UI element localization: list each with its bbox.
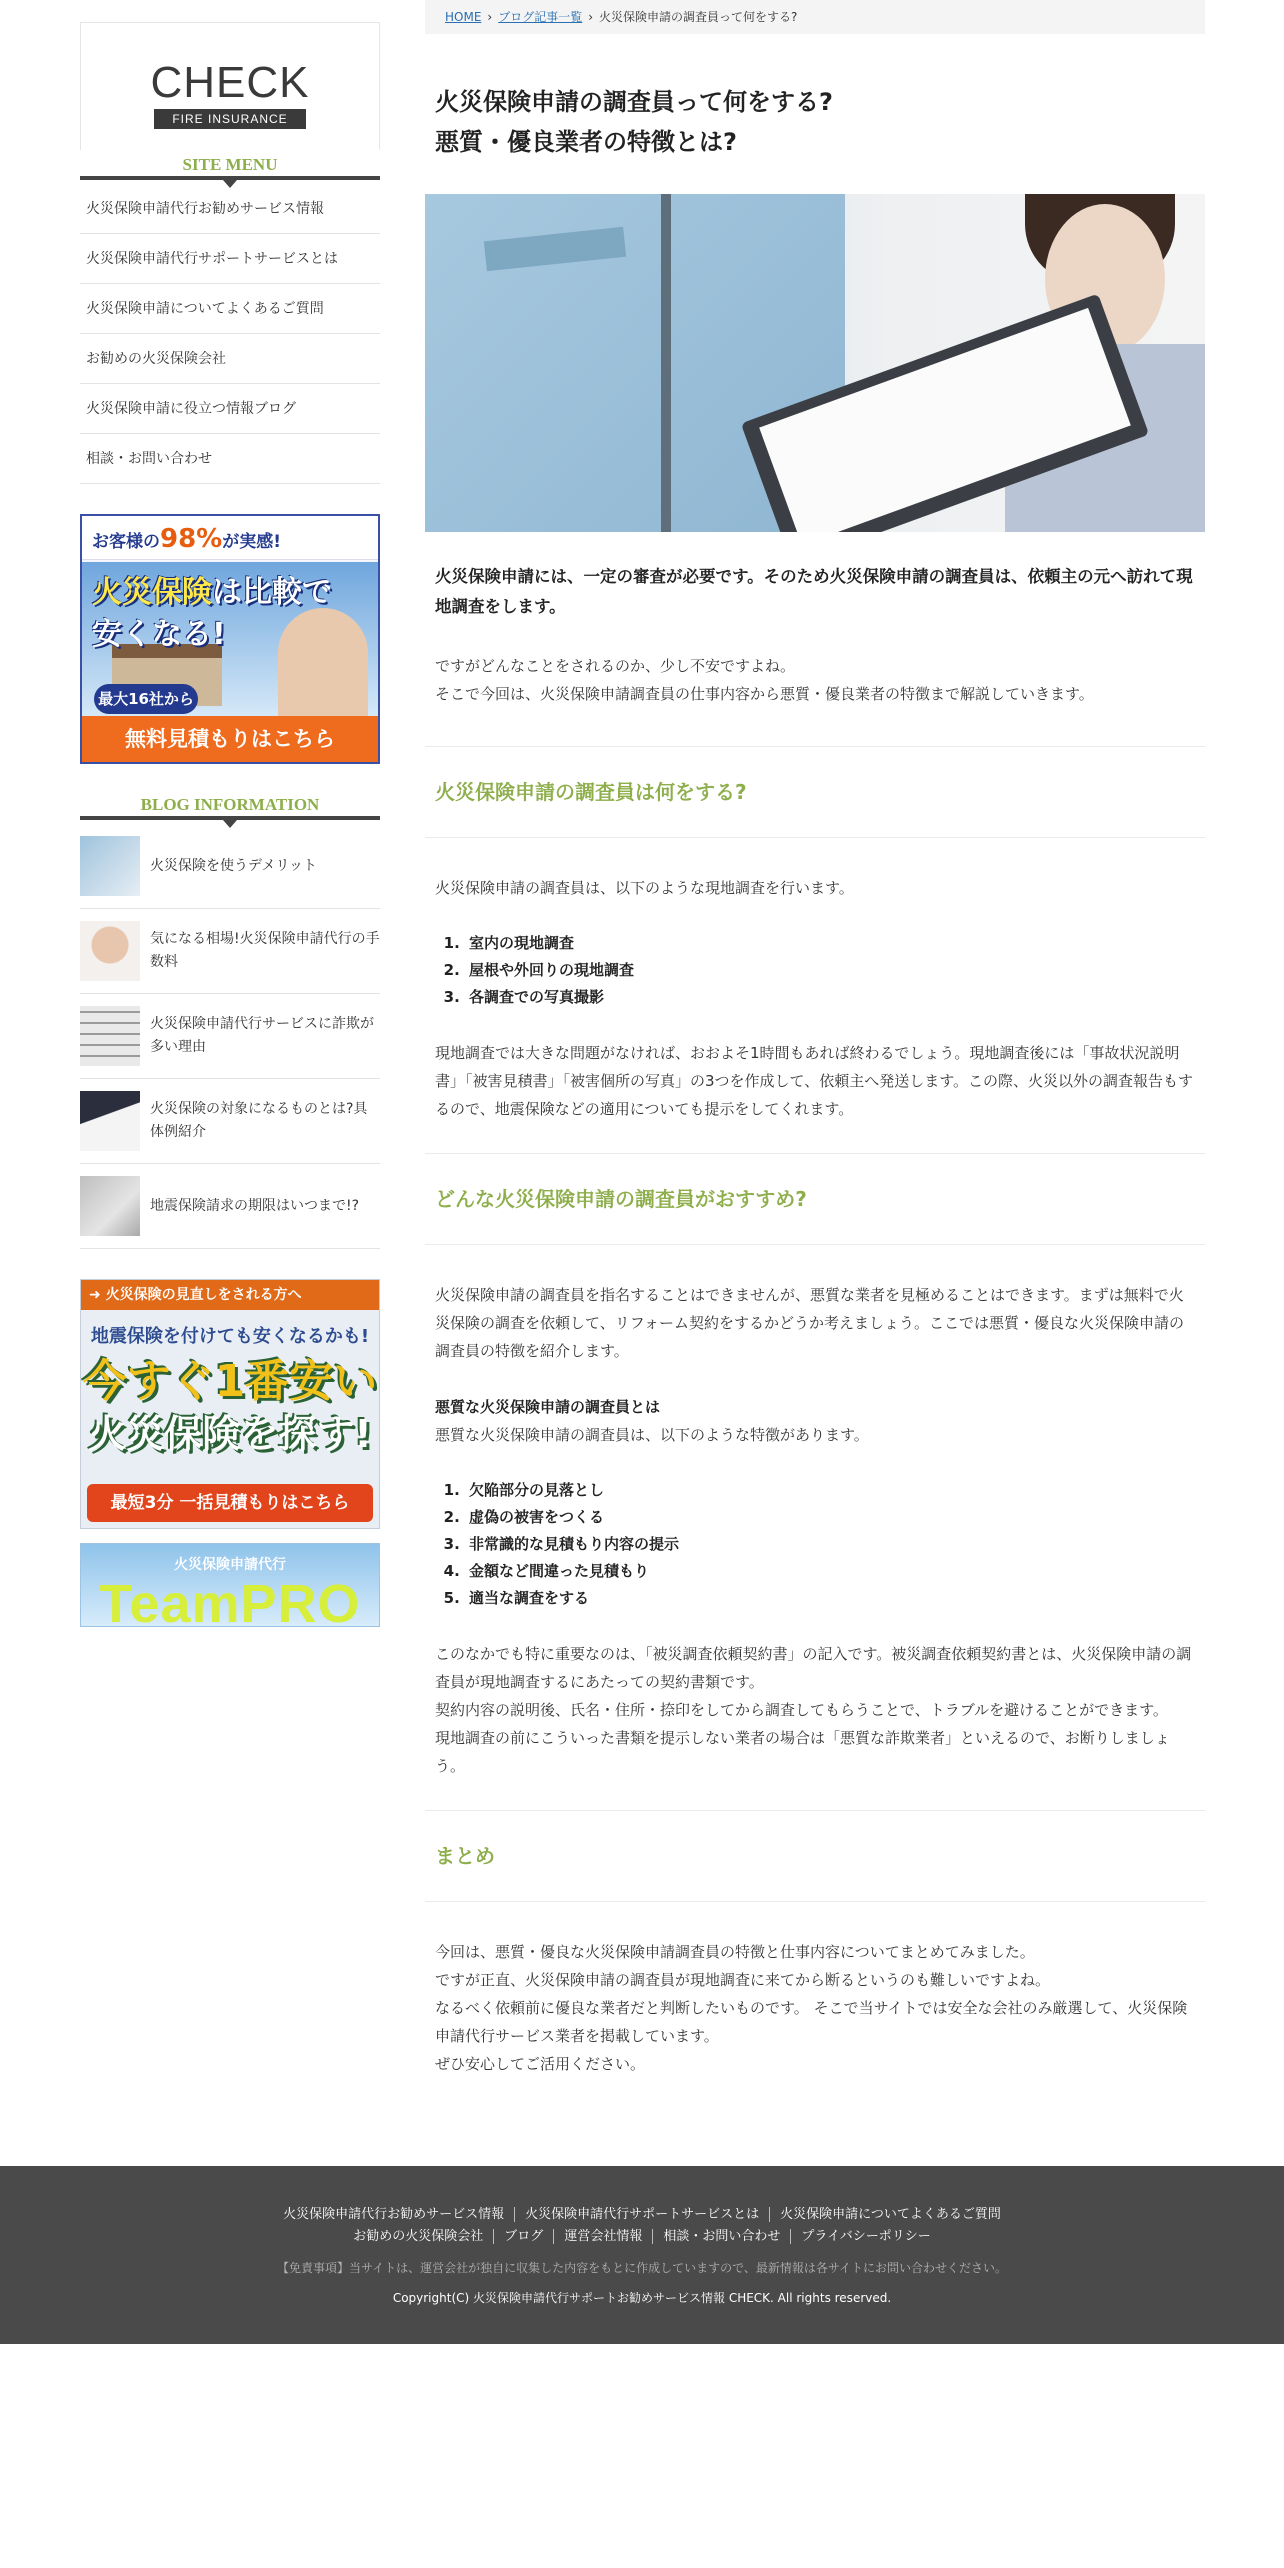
- sidebar: [80, 22, 380, 1627]
- paragraph: 現地調査の前にこういった書類を提示しない業者の場合は「悪質な詐欺業者」といえるので、お断りしましょう。: [435, 1729, 1170, 1775]
- chevron-right-icon: ›: [487, 10, 493, 24]
- teampro-banner[interactable]: [80, 1543, 380, 1627]
- blog-thumbnail: [80, 836, 140, 896]
- title-line: 火災保険申請の調査員って何をする?: [435, 88, 833, 116]
- blog-item-title: 火災保険の対象になるものとは?具体例紹介: [150, 1101, 368, 1140]
- breadcrumb-blog-link[interactable]: ブログ記事一覧: [498, 10, 583, 24]
- blog-item[interactable]: [80, 1079, 380, 1164]
- blog-list: [80, 824, 380, 1249]
- section-body: [425, 1938, 1205, 2078]
- title-line: 悪質・優良業者の特徴とは?: [435, 128, 737, 156]
- intro: [425, 652, 1205, 708]
- banner-text: は比較で: [212, 575, 332, 610]
- compare-insurance-banner[interactable]: [80, 514, 380, 764]
- page-title: [425, 82, 1205, 162]
- paragraph: 現地調査では大きな問題がなければ、おおよそ1時間もあれば終わるでしょう。現地調査後には「事故状況説明書」「被害見積書」「被害個所の写真」の3つを作成して、依頼主へ発送します。この際、火災以外の調査報告もするので、地震保険などの適用についても提示をしてくれます。: [435, 1044, 1194, 1118]
- list-item: 4. 金額など間違った見積もり: [465, 1558, 1205, 1585]
- footer-link[interactable]: ブログ: [493, 2229, 553, 2244]
- subsection-heading: 悪質な火災保険申請の調査員とは: [435, 1398, 661, 1416]
- blog-item-title: 気になる相場!火災保険申請代行の手数料: [150, 931, 380, 970]
- blog-thumbnail: [80, 921, 140, 981]
- section-body: [425, 874, 1205, 1123]
- banner-bar-text: ➜ 火災保険の見直しをされる方へ: [81, 1280, 379, 1310]
- banner-text: 火災保険を探す!: [88, 1412, 372, 1456]
- footer-link[interactable]: プライバシーポリシー: [790, 2229, 940, 2244]
- list-item: 5. 適当な調査をする: [465, 1585, 1205, 1612]
- banner-percent: 98%: [160, 524, 223, 554]
- paragraph: このなかでも特に重要なのは、「被災調査依頼契約書」の記入です。被災調査依頼契約書とは、火災保険申請の調査員が現地調査するにあたっての契約書類です。: [435, 1645, 1192, 1691]
- list-item: 2. 屋根や外回りの現地調査: [465, 957, 1205, 984]
- footer-link[interactable]: お勧めの火災保険会社: [353, 2229, 484, 2244]
- list-item: 3. 非常識的な見積もり内容の提示: [465, 1531, 1205, 1558]
- blog-item-title: 地震保険請求の期限はいつまで!?: [150, 1197, 360, 1214]
- copyright: Copyright(C) 火災保険申請代行サポートお勧めサービス情報 CHECK. All rights reserved.: [392, 2291, 892, 2305]
- menu-item-support-service[interactable]: 火災保険申請代行サポートサービスとは: [80, 234, 380, 284]
- blog-thumbnail: [80, 1176, 140, 1236]
- footer: [0, 2166, 1284, 2344]
- breadcrumb: [425, 0, 1205, 34]
- logo-sub-text: FIRE INSURANCE: [154, 109, 306, 129]
- menu-item-recommended-services[interactable]: 火災保険申請代行お勧めサービス情報: [80, 184, 380, 234]
- menu-item-insurance-companies[interactable]: お勧めの火災保険会社: [80, 334, 380, 384]
- banner-text: 安くなる!: [92, 617, 226, 652]
- list-item: 1. 室内の現地調査: [465, 930, 1205, 957]
- menu-item-blog[interactable]: 火災保険申請に役立つ情報ブログ: [80, 384, 380, 434]
- blog-item[interactable]: [80, 909, 380, 994]
- section-body: [425, 1281, 1205, 1780]
- banner-logo-text: TeamPRO: [99, 1574, 361, 1627]
- list-item: 3. 各調査での写真撮影: [465, 984, 1205, 1011]
- uniform-shape: [661, 194, 671, 532]
- paragraph: 火災保険申請の調査員は、以下のような現地調査を行います。: [435, 879, 854, 897]
- paragraph: 火災保険申請の調査員を指名することはできませんが、悪質な業者を見極めることはできます。まずは無料で火災保険の調査を依頼して、リフォーム契約をするかどうか考えましょう。ここでは悪質・優良な火災保険申請の調査員の特徴を紹介します。: [435, 1286, 1184, 1360]
- menu-item-contact[interactable]: 相談・お問い合わせ: [80, 434, 380, 484]
- list-item: 2. 虚偽の被害をつくる: [465, 1504, 1205, 1531]
- chevron-right-icon: ›: [588, 10, 594, 24]
- bulk-quote-button[interactable]: 最短3分 一括見積もりはこちら: [87, 1484, 373, 1522]
- blog-thumbnail: [80, 1091, 140, 1151]
- blog-item[interactable]: [80, 824, 380, 909]
- cheapest-insurance-banner[interactable]: [80, 1279, 380, 1529]
- banner-satisfaction-text: [82, 516, 378, 560]
- subsection: [425, 1393, 1205, 1449]
- paragraph: なるべく依頼前に優良な業者だと判断したいものです。 そこで当サイトでは安全な会社のみ厳選して、火災保険申請代行サービス業者を掲載しています。: [435, 1999, 1188, 2045]
- banner-text: が実感!: [222, 532, 281, 552]
- section-heading: まとめ: [425, 1810, 1205, 1902]
- paragraph: 今回は、悪質・優良な火災保険申請調査員の特徴と仕事内容についてまとめてみました。: [435, 1943, 1035, 1961]
- footer-link[interactable]: 火災保険申請代行お勧めサービス情報: [283, 2207, 505, 2222]
- list-item: 1. 欠陥部分の見落とし: [465, 1477, 1205, 1504]
- free-quote-button[interactable]: 無料見積もりはこちら: [82, 716, 378, 762]
- lead-text: 火災保険申請には、一定の審査が必要です。そのため火災保険申請の調査員は、依頼主の元へ訪れて現地調査をします。: [435, 567, 1193, 616]
- ordered-list: [465, 1477, 1205, 1612]
- paragraph: ですが正直、火災保険申請の調査員が現地調査に来てから断るというのも難しいですよね。: [435, 1971, 1051, 1989]
- paragraph: 契約内容の説明後、氏名・住所・捺印をしてから調査してもらうことで、トラブルを避けることができます。: [435, 1701, 1168, 1719]
- banner-text: お客様の: [92, 532, 160, 552]
- breadcrumb-home-link[interactable]: HOME: [445, 10, 482, 24]
- breadcrumb-current: 火災保険申請の調査員って何をする?: [599, 10, 798, 24]
- blog-thumbnail: [80, 1006, 140, 1066]
- paragraph: 悪質な火災保険申請の調査員は、以下のような特徴があります。: [435, 1426, 869, 1444]
- blog-item-title: 火災保険申請代行サービスに詐欺が多い理由: [150, 1016, 374, 1055]
- banner-text: 地震保険を付けても安くなるかも!: [90, 1326, 370, 1347]
- logo-main-text: CHECK: [150, 58, 310, 107]
- banner-max-companies: 最大16社から: [94, 684, 198, 714]
- main-content: [425, 0, 1205, 2078]
- footer-link[interactable]: 相談・お問い合わせ: [652, 2229, 790, 2244]
- footer-nav: [0, 2226, 1284, 2248]
- footer-link[interactable]: 火災保険申請代行サポートサービスとは: [514, 2207, 769, 2222]
- intro-line: ですがどんなことをされるのか、少し不安ですよね。: [435, 657, 796, 675]
- banner-text: 今すぐ1番安い: [82, 1356, 378, 1407]
- blog-item-title: 火災保険を使うデメリット: [150, 857, 317, 874]
- banner-highlight: 火災保険: [92, 575, 212, 610]
- section-heading: 火災保険申請の調査員は何をする?: [425, 746, 1205, 838]
- footer-nav: [0, 2204, 1284, 2226]
- disclaimer: 【免責事項】当サイトは、運営会社が独自に収集した内容をもとに作成していますので、最新情報は各サイトにお問い合わせください。: [276, 2261, 1008, 2275]
- site-logo[interactable]: [80, 22, 380, 150]
- site-menu: [80, 184, 380, 484]
- blog-item[interactable]: [80, 994, 380, 1079]
- paragraph-group: [425, 1640, 1205, 1780]
- menu-item-faq[interactable]: 火災保険申請についてよくあるご質問: [80, 284, 380, 334]
- paragraph: ぜひ安心してご活用ください。: [435, 2055, 646, 2073]
- blog-info-heading: BLOG INFORMATION: [80, 790, 380, 820]
- intro-line: そこで今回は、火災保険申請調査員の仕事内容から悪質・優良業者の特徴まで解説していきます。: [435, 685, 1094, 703]
- hero-image: [425, 194, 1205, 532]
- ordered-list: [465, 930, 1205, 1011]
- section-heading: どんな火災保険申請の調査員がおすすめ?: [425, 1153, 1205, 1245]
- banner-text: 火災保険申請代行: [174, 1557, 286, 1573]
- footer-link[interactable]: 運営会社情報: [553, 2229, 652, 2244]
- site-menu-heading: SITE MENU: [80, 150, 380, 180]
- blog-item[interactable]: [80, 1164, 380, 1249]
- banner-catchcopy: [92, 572, 332, 656]
- footer-link[interactable]: 火災保険申請についてよくあるご質問: [769, 2207, 1011, 2222]
